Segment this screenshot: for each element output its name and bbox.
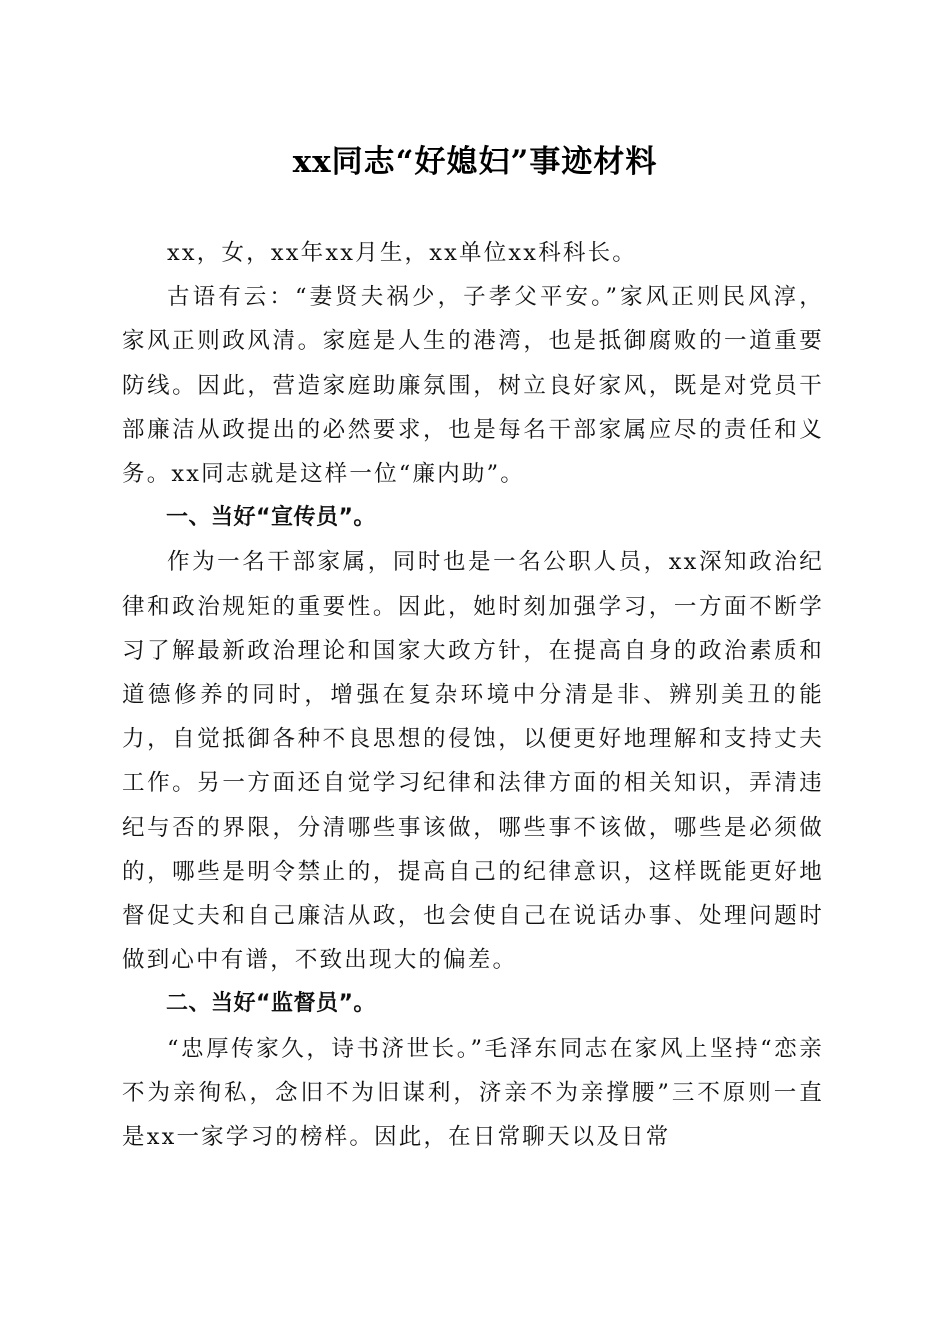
section-paragraph-1: 作为一名干部家属，同时也是一名公职人员，xx深知政治纪律和政治规矩的重要性。因此，她时刻加强学习，一方面不断学习了解最新政治理论和国家大政方针，在提高自身的政治素质和道德修养的同时，增强在复杂环境中分清是非、辨别美丑的能力，自觉抵御各种不良思想的侵蚀，以便更好地理解和支持丈夫工作。另一方面还自觉学习纪律和法律方面的相关知识，弄清违纪与否的界限，分清哪些事该做，哪些事不该做，哪些是必须做的，哪些是明令禁止的，提高自己的纪律意识，这样既能更好地督促丈夫和自己廉洁从政，也会使自己在说话办事、处理问题时做到心中有谱，不致出现大的偏差。 <box>122 549 824 974</box>
section-heading-1: 一、当好“宣传员”。 <box>166 505 376 531</box>
document-title: xx同志“好媳妇”事迹材料 <box>292 144 658 180</box>
intro-paragraph: xx，女，xx年xx月生，xx单位xx科科长。 <box>167 240 637 266</box>
section-heading-2: 二、当好“监督员”。 <box>166 991 376 1017</box>
document-body <box>122 231 824 1159</box>
background-paragraph: 古语有云：“妻贤夫祸少，子孝父平安。”家风正则民风淳，家风正则政风清。家庭是人生的港湾，也是抵御腐败的一道重要防线。因此，营造家庭助廉氛围，树立良好家风，既是对党员干部廉洁从政提出的必然要求，也是每名干部家属应尽的责任和义务。xx同志就是这样一位“廉内助”。 <box>122 284 824 488</box>
section-paragraph-2: “忠厚传家久，诗书济世长。”毛泽东同志在家风上坚持“恋亲不为亲徇私，念旧不为旧谋利，济亲不为亲撑腰”三不原则一直是xx一家学习的榜样。因此，在日常聊天以及日常 <box>122 1035 824 1151</box>
